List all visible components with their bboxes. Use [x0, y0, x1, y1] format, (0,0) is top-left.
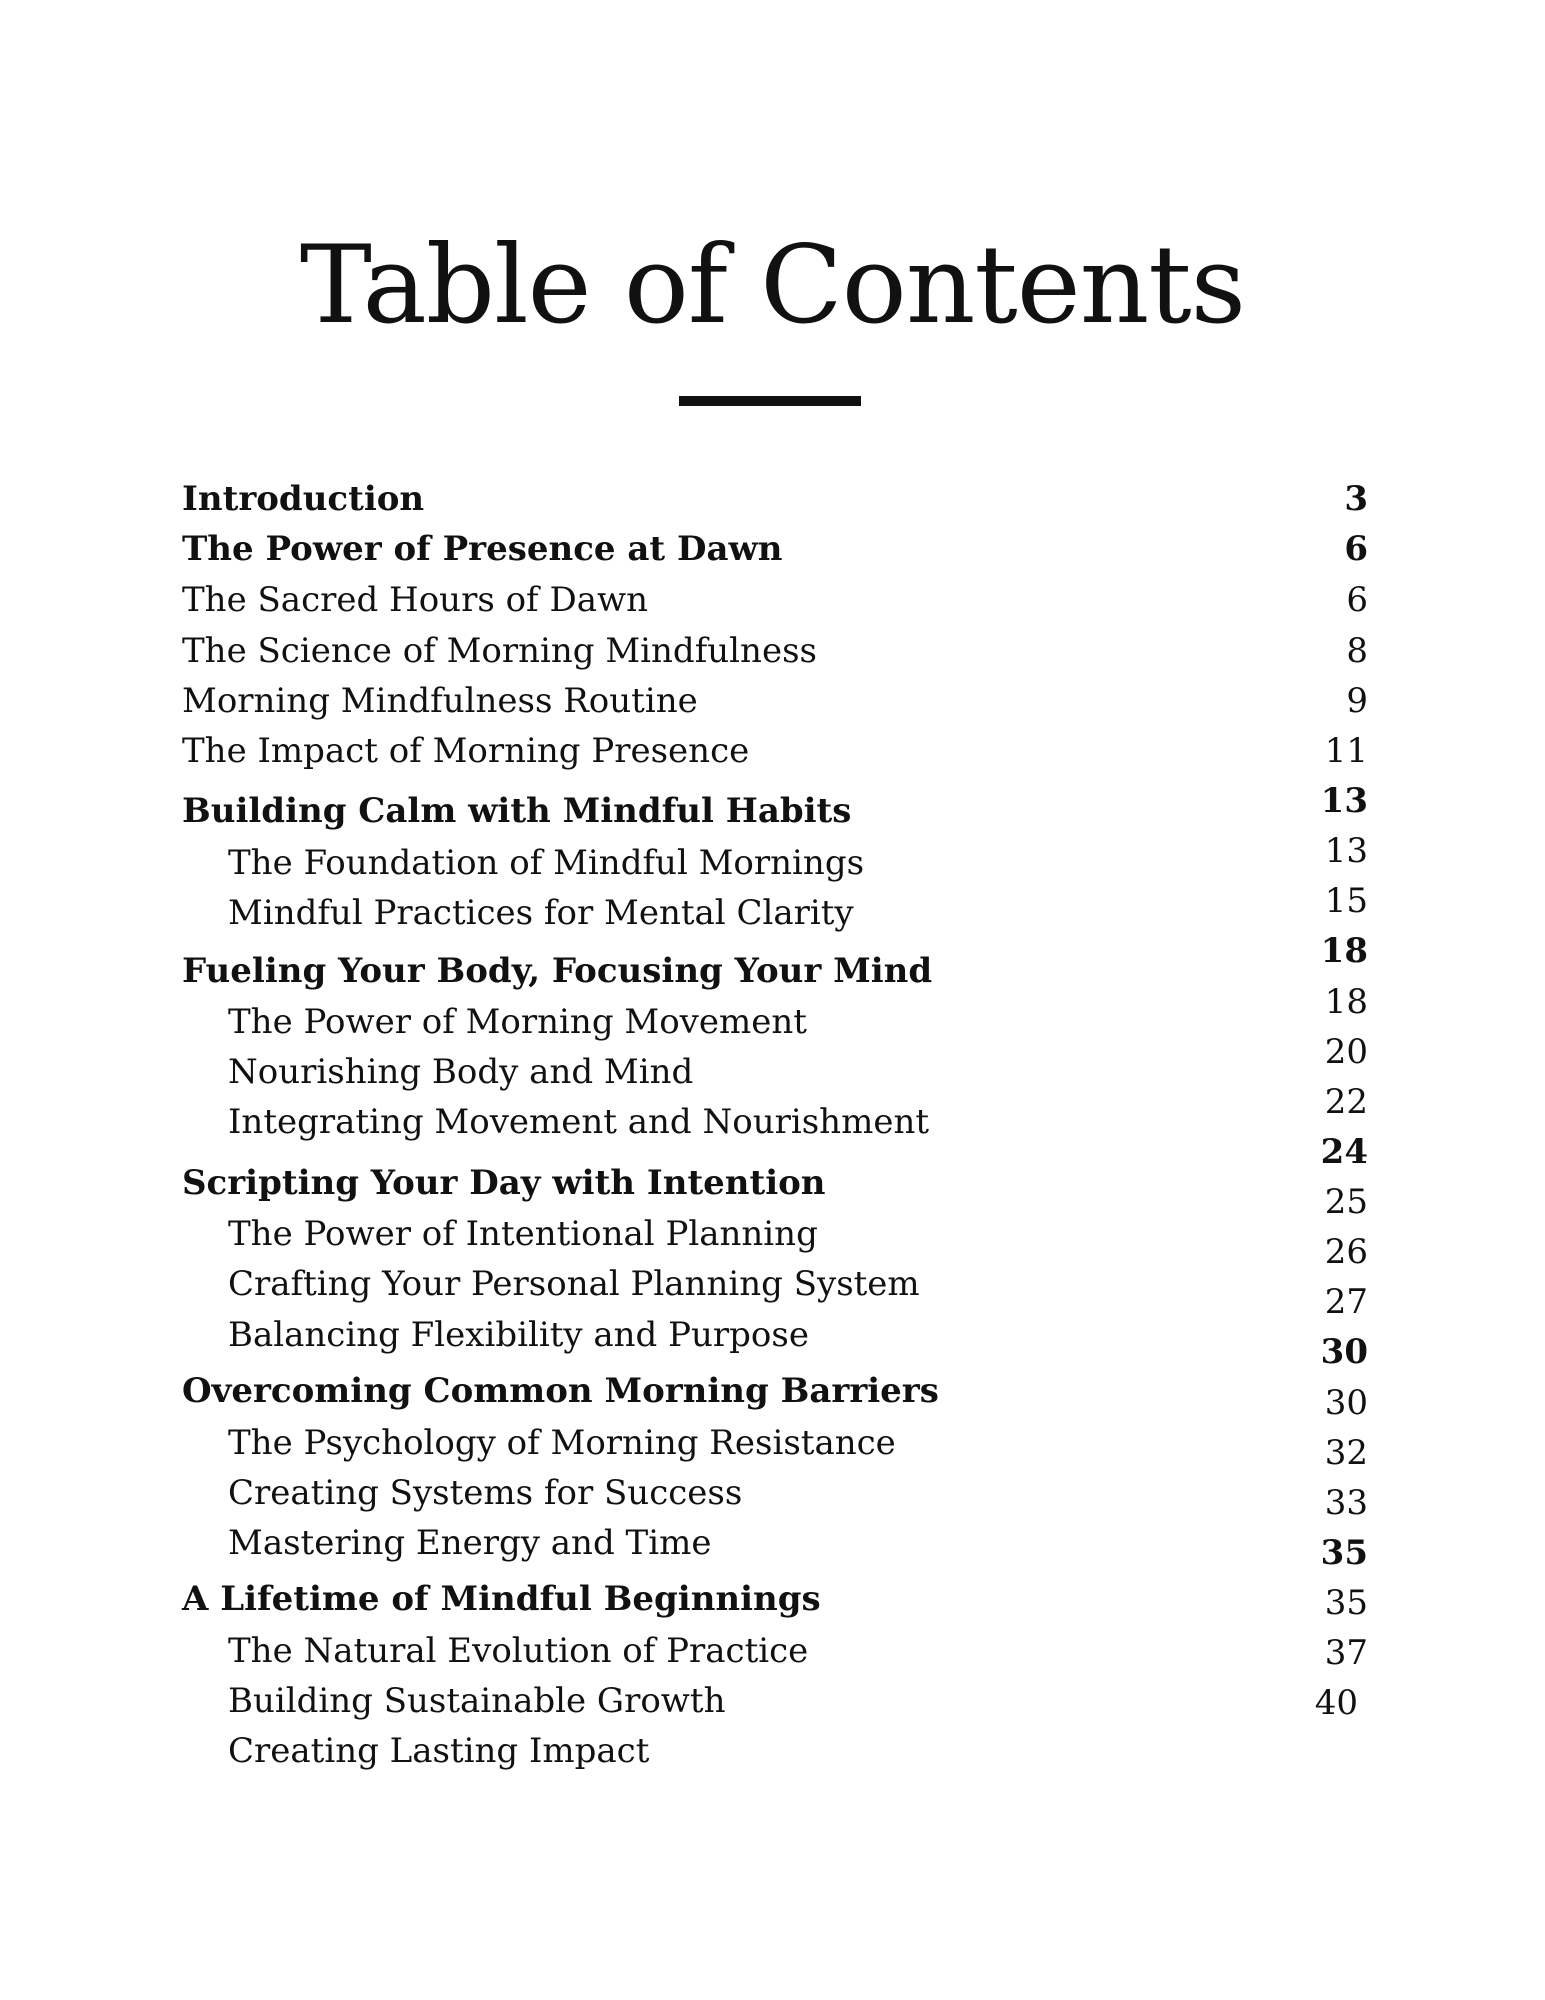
- toc-page-number: 35: [1320, 1533, 1368, 1573]
- toc-section-title[interactable]: The Power of Morning Movement: [228, 1002, 807, 1042]
- toc-section-title[interactable]: Nourishing Body and Mind: [228, 1052, 694, 1092]
- toc-page-number: 3: [1344, 479, 1368, 519]
- toc-section-title[interactable]: The Science of Morning Mindfulness: [182, 631, 817, 671]
- toc-chapter-title[interactable]: The Power of Presence at Dawn: [182, 529, 783, 569]
- toc-section-title[interactable]: Mastering Energy and Time: [228, 1523, 712, 1563]
- toc-page-number: 27: [1324, 1282, 1368, 1322]
- toc-chapter-title[interactable]: Overcoming Common Morning Barriers: [182, 1371, 939, 1411]
- toc-page-number: 20: [1324, 1032, 1368, 1072]
- toc-section-title[interactable]: Integrating Movement and Nourishment: [228, 1102, 930, 1142]
- toc-section-title[interactable]: The Natural Evolution of Practice: [228, 1631, 809, 1671]
- toc-section-title[interactable]: Creating Lasting Impact: [228, 1731, 650, 1771]
- toc-page-number: 26: [1324, 1232, 1368, 1272]
- toc-page-number: 6: [1346, 580, 1368, 620]
- toc-page-number: 6: [1344, 529, 1368, 569]
- toc-page-number: 33: [1324, 1483, 1368, 1523]
- toc-section-title[interactable]: Balancing Flexibility and Purpose: [228, 1315, 809, 1355]
- toc-section-title[interactable]: The Sacred Hours of Dawn: [182, 580, 648, 620]
- toc-page-number: 30: [1320, 1332, 1368, 1372]
- toc-section-title[interactable]: The Impact of Morning Presence: [182, 731, 750, 771]
- toc-page-number: 11: [1324, 731, 1368, 771]
- toc-chapter-title[interactable]: Building Calm with Mindful Habits: [182, 791, 852, 831]
- toc-page-number: 35: [1324, 1583, 1368, 1623]
- page-title: Table of Contents: [299, 223, 1246, 349]
- toc-page-number: 13: [1324, 831, 1368, 871]
- toc-page-number: 13: [1320, 781, 1368, 821]
- toc-section-title[interactable]: The Power of Intentional Planning: [228, 1214, 818, 1254]
- toc-page-number: 18: [1324, 982, 1368, 1022]
- toc-page-number: 18: [1320, 931, 1368, 971]
- toc-page-number: 24: [1320, 1132, 1368, 1172]
- toc-chapter-title[interactable]: Fueling Your Body, Focusing Your Mind: [182, 951, 933, 991]
- toc-chapter-title[interactable]: Scripting Your Day with Intention: [182, 1163, 826, 1203]
- toc-chapter-title[interactable]: A Lifetime of Mindful Beginnings: [182, 1579, 821, 1619]
- toc-section-title[interactable]: The Psychology of Morning Resistance: [228, 1423, 896, 1463]
- toc-chapter-title[interactable]: Introduction: [182, 479, 425, 519]
- toc-page-number: 25: [1324, 1182, 1368, 1222]
- toc-section-title[interactable]: Mindful Practices for Mental Clarity: [228, 893, 854, 933]
- toc-page-number: 32: [1324, 1433, 1368, 1473]
- toc-page-number: 40: [1314, 1683, 1358, 1723]
- toc-section-title[interactable]: Morning Mindfulness Routine: [182, 681, 698, 721]
- toc-page-number: 8: [1346, 631, 1368, 671]
- toc-page-number: 15: [1324, 881, 1368, 921]
- toc-page-number: 37: [1324, 1633, 1368, 1673]
- toc-page-number: 22: [1324, 1082, 1368, 1122]
- toc-section-title[interactable]: Creating Systems for Success: [228, 1473, 743, 1513]
- toc-section-title[interactable]: The Foundation of Mindful Mornings: [228, 843, 865, 883]
- toc-section-title[interactable]: Crafting Your Personal Planning System: [228, 1264, 920, 1304]
- toc-page-number: 30: [1324, 1383, 1368, 1423]
- toc-section-title[interactable]: Building Sustainable Growth: [228, 1681, 726, 1721]
- toc-page-number: 9: [1346, 681, 1368, 721]
